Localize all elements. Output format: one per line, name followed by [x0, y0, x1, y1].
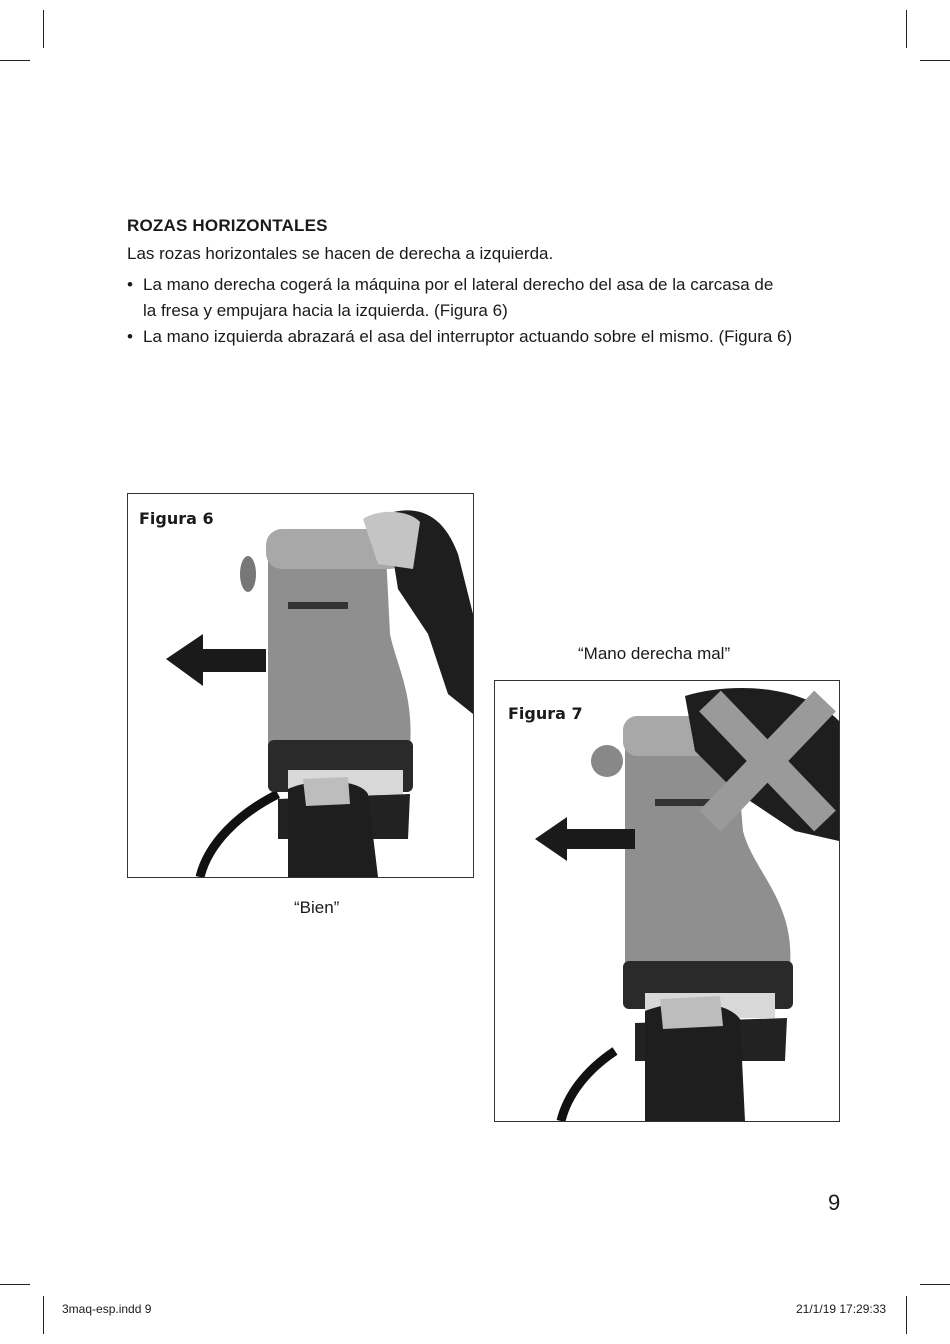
crop-mark [920, 60, 950, 61]
crop-mark [0, 1284, 30, 1285]
bullet-marker: • [127, 327, 133, 346]
crop-mark [0, 60, 30, 61]
crop-mark [43, 10, 44, 48]
bullet-item [127, 324, 847, 350]
instruction-section [127, 216, 847, 350]
figure-7-caption: “Mano derecha mal” [578, 644, 731, 663]
figure-7 [494, 680, 840, 1122]
bullet-item [127, 272, 847, 324]
figure-7-photo [495, 681, 839, 1121]
figure-6 [127, 493, 474, 878]
crop-mark [920, 1284, 950, 1285]
crop-mark [906, 1296, 907, 1334]
crop-mark [906, 10, 907, 48]
figure-label: Figura 6 [139, 509, 214, 528]
bullet-list [127, 272, 847, 350]
page-number: 9 [828, 1190, 841, 1215]
slug-filename: 3maq-esp.indd 9 [62, 1302, 152, 1316]
bullet-line: la fresa y empujara hacia la izquierda. (Figura 6) [143, 301, 508, 320]
section-intro: Las rozas horizontales se hacen de derecha a izquierda. [127, 244, 554, 263]
crop-mark [43, 1296, 44, 1334]
bullet-line: La mano derecha cogerá la máquina por el lateral derecho del asa de la carcasa de [143, 275, 774, 294]
figure-6-caption: “Bien” [294, 898, 340, 917]
figure-6-photo [128, 494, 473, 877]
figure-label: Figura 7 [508, 704, 583, 723]
slug-timestamp: 21/1/19 17:29:33 [796, 1302, 887, 1316]
bullet-line: La mano izquierda abrazará el asa del interruptor actuando sobre el mismo. (Figura 6) [143, 327, 793, 346]
section-heading: ROZAS HORIZONTALES [127, 216, 328, 235]
bullet-marker: • [127, 275, 133, 294]
